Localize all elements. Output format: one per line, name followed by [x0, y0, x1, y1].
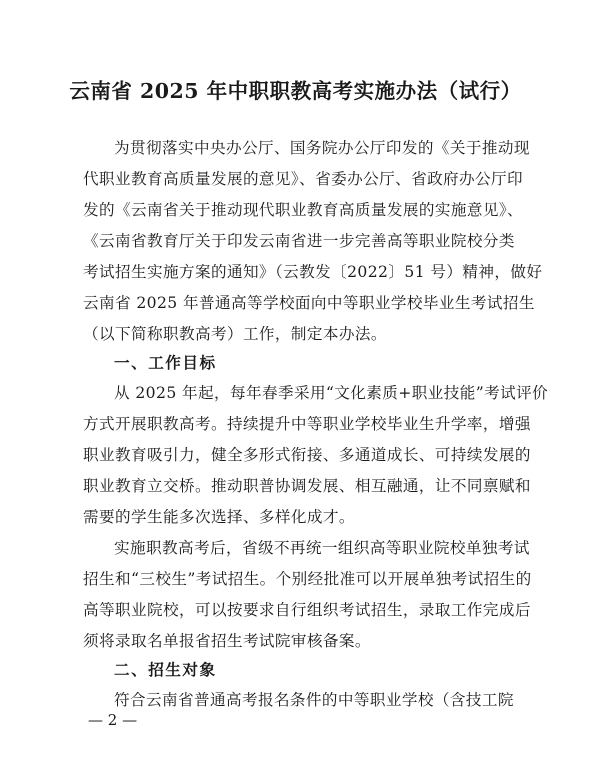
- intro-line: 为贯彻落实中央办公厅、国务院办公厅印发的《关于推动现: [114, 139, 530, 157]
- intro-line: 考试招生实施方案的通知》（云教发〔2022〕51 号）精神，做好: [83, 263, 543, 281]
- document-title: 云南省 2025 年中职职教高考实施办法（试行）: [69, 79, 522, 103]
- intro-line: 代职业教育高质量发展的意见》、省委办公厅、省政府办公厅印: [83, 170, 524, 188]
- goals-line: 须将录取名单报省招生考试院审核备案。: [83, 632, 371, 650]
- goals-line: 高等职业院校，可以按要求自行组织考试招生，录取工作完成后: [83, 601, 531, 619]
- goals-line: 需要的学生能多次选择、多样化成才。: [83, 508, 355, 526]
- page-number: — 2 —: [88, 711, 138, 729]
- targets-line: 符合云南省普通高考报名条件的中等职业学校（含技工院: [114, 691, 514, 709]
- intro-line: 《云南省教育厅关于印发云南省进一步完善高等职业院校分类: [83, 232, 515, 250]
- goals-line: 方式开展职教高考。持续提升中等职业学校毕业生升学率，增强: [83, 415, 531, 433]
- goals-line: 职业教育吸引力，健全多形式衔接、多通道成长、可持续发展的: [83, 446, 531, 464]
- intro-line: 云南省 2025 年普通高等学校面向中等职业学校毕业生考试招生: [83, 294, 535, 312]
- intro-line: 发的《云南省关于推动现代职业教育高质量发展的实施意见》、: [83, 201, 524, 219]
- section-heading-targets: 二、招生对象: [114, 661, 217, 679]
- goals-line: 招生和“三校生”考试招生。个别经批准可以开展单独考试招生的: [83, 570, 532, 588]
- intro-line: （以下简称职教高考）工作，制定本办法。: [83, 325, 387, 343]
- goals-line: 职业教育立交桥。推动职普协调发展、相互融通，让不同禀赋和: [83, 477, 531, 495]
- goals-line: 从 2025 年起，每年春季采用“文化素质+职业技能”考试评价: [114, 384, 549, 402]
- section-heading-goals: 一、工作目标: [114, 354, 217, 372]
- goals-line: 实施职教高考后，省级不再统一组织高等职业院校单独考试: [114, 539, 530, 557]
